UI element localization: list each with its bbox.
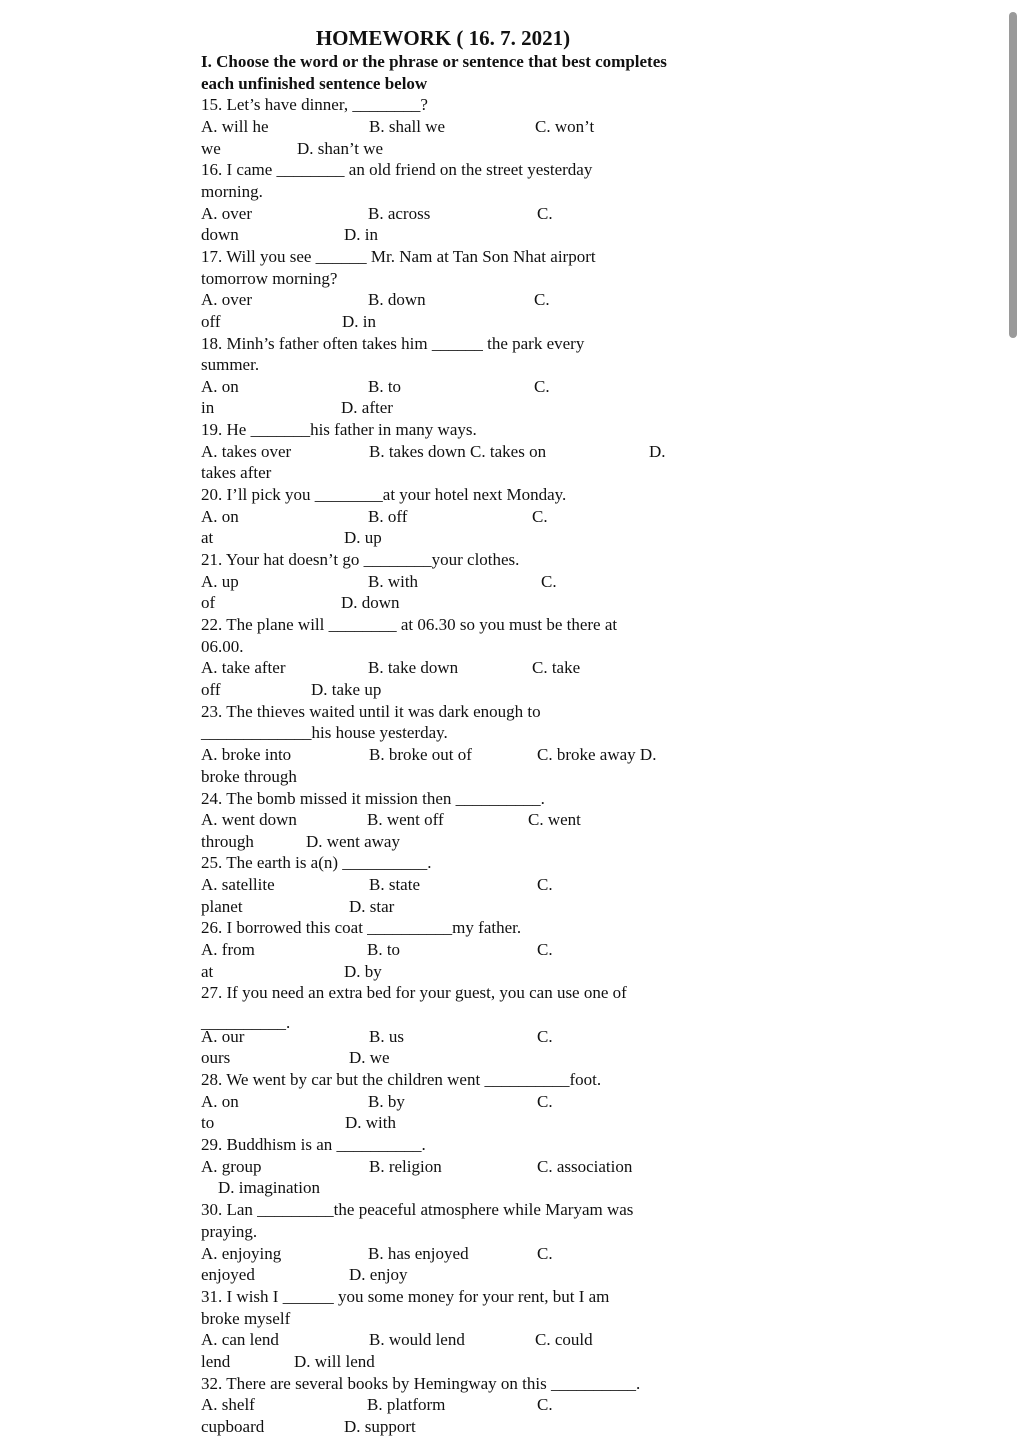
option-text: D. shan’t we xyxy=(297,139,384,158)
option-text: C. take xyxy=(532,658,581,677)
line-text: D. imagination xyxy=(201,1178,320,1197)
option-text: D. enjoy xyxy=(349,1265,408,1284)
line-text: A. on xyxy=(201,377,239,396)
option-text: D. after xyxy=(341,398,393,417)
line-text: 23. The thieves waited until it was dark enough to xyxy=(201,702,541,721)
line-text: at xyxy=(201,962,214,981)
line-text: 25. The earth is a(n) __________. xyxy=(201,853,432,872)
option-text: C. xyxy=(541,572,557,591)
line-text: A. takes over xyxy=(201,442,292,461)
option-text: B. religion xyxy=(369,1157,442,1176)
option-text: B. off xyxy=(368,507,408,526)
line-text: A. shelf xyxy=(201,1395,255,1414)
line-text: __________. xyxy=(201,1013,291,1032)
line-text: 24. The bomb missed it mission then __________. xyxy=(201,789,545,808)
line-text: 30. Lan _________the peaceful atmosphere while Maryam was xyxy=(201,1200,634,1219)
line-text: A. enjoying xyxy=(201,1244,282,1263)
option-text: D. with xyxy=(345,1113,396,1132)
option-text: B. across xyxy=(368,204,431,223)
option-text: C. xyxy=(537,1244,553,1263)
option-text: D. down xyxy=(341,593,400,612)
line-text: through xyxy=(201,832,254,851)
option-text: D. we xyxy=(349,1048,390,1067)
line-text: A. our xyxy=(201,1027,245,1046)
option-text: D. went away xyxy=(306,832,400,851)
option-text: B. to xyxy=(368,377,402,396)
line-text: A. went down xyxy=(201,810,297,829)
option-text: B. broke out of xyxy=(369,745,472,764)
option-text: C. xyxy=(532,507,548,526)
line-text: 26. I borrowed this coat __________my father. xyxy=(201,918,522,937)
line-text: A. group xyxy=(201,1157,262,1176)
option-text: B. would lend xyxy=(369,1330,465,1349)
option-text: B. went off xyxy=(367,810,444,829)
line-text: broke myself xyxy=(201,1309,291,1328)
line-text: takes after xyxy=(201,463,272,482)
option-text: B. has enjoyed xyxy=(368,1244,469,1263)
option-text: B. us xyxy=(369,1027,404,1046)
line-text: A. up xyxy=(201,572,239,591)
line-text: broke through xyxy=(201,767,297,786)
option-text: D. star xyxy=(349,897,395,916)
line-text: 18. Minh’s father often takes him ______ the park every xyxy=(201,334,585,353)
line-text: A. on xyxy=(201,1092,239,1111)
option-text: B. with xyxy=(368,572,419,591)
line-text: we xyxy=(201,139,221,158)
line-text: A. over xyxy=(201,204,252,223)
line-text: 20. I’ll pick you ________at your hotel next Monday. xyxy=(201,485,567,504)
option-text: D. by xyxy=(344,962,382,981)
line-text: 19. He _______his father in many ways. xyxy=(201,420,477,439)
line-text: 06.00. xyxy=(201,637,244,656)
line-text: cupboard xyxy=(201,1417,265,1436)
option-text: C. could xyxy=(535,1330,593,1349)
line-text: A. broke into xyxy=(201,745,292,764)
line-text: 31. I wish I ______ you some money for your rent, but I am xyxy=(201,1287,610,1306)
line-text: A. take after xyxy=(201,658,286,677)
option-text: B. state xyxy=(369,875,420,894)
line-text: ours xyxy=(201,1048,231,1067)
line-text: 15. Let’s have dinner, ________? xyxy=(201,95,428,114)
option-text: C. xyxy=(537,875,553,894)
option-text: D. take up xyxy=(311,680,382,699)
line-text: enjoyed xyxy=(201,1265,255,1284)
line-text: lend xyxy=(201,1352,231,1371)
scrollbar-thumb[interactable] xyxy=(1009,12,1017,338)
option-text: C. xyxy=(537,1092,553,1111)
line-text: down xyxy=(201,225,239,244)
option-text: C. xyxy=(537,1395,553,1414)
option-text: C. went xyxy=(528,810,581,829)
option-text: C. xyxy=(537,1027,553,1046)
line-text: off xyxy=(201,680,221,699)
line-text: off xyxy=(201,312,221,331)
option-text: D. in xyxy=(342,312,376,331)
page-title: HOMEWORK ( 16. 7. 2021) xyxy=(315,26,571,50)
line-text: A. can lend xyxy=(201,1330,279,1349)
line-text: summer. xyxy=(201,355,260,374)
option-text: D. in xyxy=(344,225,378,244)
line-text: A. satellite xyxy=(201,875,275,894)
line-text: morning. xyxy=(201,182,263,201)
option-text: D. support xyxy=(344,1417,416,1436)
option-text: D. up xyxy=(344,528,382,547)
line-text: 27. If you need an extra bed for your guest, you can use one of xyxy=(201,983,627,1002)
line-text: _____________his house yesterday. xyxy=(201,723,448,742)
option-text: B. by xyxy=(368,1092,405,1111)
option-text: C. xyxy=(534,290,550,309)
option-text: C. won’t xyxy=(535,117,595,136)
option-text: C. xyxy=(537,940,553,959)
option-text: B. shall we xyxy=(369,117,446,136)
line-text: 22. The plane will ________ at 06.30 so you must be there at xyxy=(201,615,618,634)
line-text: praying. xyxy=(201,1222,258,1241)
option-text: B. to xyxy=(367,940,401,959)
line-text: A. on xyxy=(201,507,239,526)
line-text: at xyxy=(201,528,214,547)
option-text: B. take down xyxy=(368,658,459,677)
section-heading: I. Choose the word or the phrase or sentence that best completes each unfinished sentence below xyxy=(201,52,667,93)
line-text: to xyxy=(201,1113,215,1132)
line-text: 28. We went by car but the children went __________foot. xyxy=(201,1070,602,1089)
line-text: A. will he xyxy=(201,117,269,136)
option-text: D. will lend xyxy=(294,1352,375,1371)
line-text: tomorrow morning? xyxy=(201,269,338,288)
option-text: C. association xyxy=(537,1157,633,1176)
option-text: C. xyxy=(534,377,550,396)
option-text: B. takes down C. takes on xyxy=(369,442,547,461)
line-text: 32. There are several books by Hemingway on this __________. xyxy=(201,1374,641,1393)
option-text: C. xyxy=(537,204,553,223)
line-text: A. from xyxy=(201,940,255,959)
option-text: C. broke away D. xyxy=(537,745,657,764)
line-text: 21. Your hat doesn’t go ________your clothes. xyxy=(201,550,520,569)
line-text: 29. Buddhism is an __________. xyxy=(201,1135,426,1154)
option-text: D. xyxy=(649,442,666,461)
line-text: 16. I came ________ an old friend on the street yesterday xyxy=(201,160,593,179)
line-text: A. over xyxy=(201,290,252,309)
line-text: planet xyxy=(201,897,243,916)
line-text: of xyxy=(201,593,216,612)
line-text: 17. Will you see ______ Mr. Nam at Tan Son Nhat airport xyxy=(201,247,596,266)
option-text: B. down xyxy=(368,290,426,309)
line-text: in xyxy=(201,398,215,417)
option-text: B. platform xyxy=(367,1395,446,1414)
